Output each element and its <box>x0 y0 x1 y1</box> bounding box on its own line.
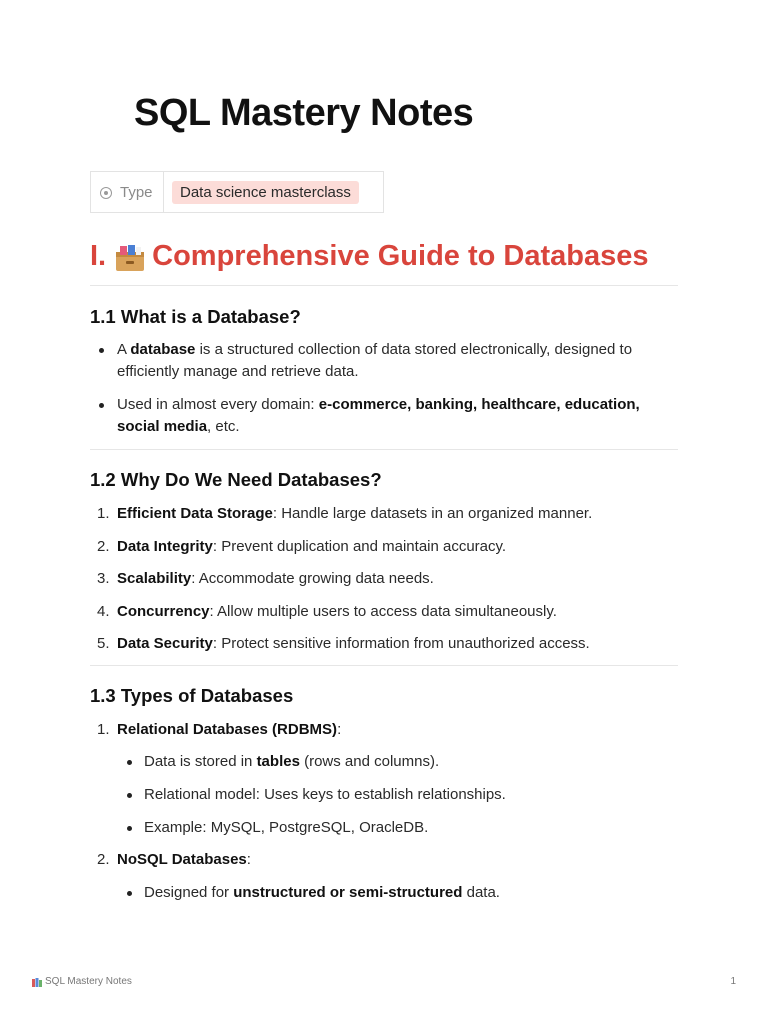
footer-text: SQL Mastery Notes <box>45 976 132 987</box>
text: : Accommodate growing data needs. <box>191 570 434 587</box>
item-number: 2. <box>97 537 110 555</box>
property-key <box>91 172 164 212</box>
bullet-icon <box>127 891 132 896</box>
footer-title <box>32 976 132 987</box>
property-value[interactable] <box>164 172 383 212</box>
bullet-icon <box>99 403 104 408</box>
bold-text: NoSQL Databases <box>117 851 247 868</box>
item-number: 3. <box>97 570 110 587</box>
list-item <box>90 751 680 773</box>
text: Designed for <box>144 884 234 901</box>
section-heading <box>90 240 649 273</box>
bullet-icon <box>127 826 132 831</box>
list-item <box>90 568 680 590</box>
divider <box>90 665 678 666</box>
heading-1-2: 1.2 Why Do We Need Databases? <box>90 469 382 490</box>
list-item <box>90 719 680 741</box>
bold-text: tables <box>256 753 300 770</box>
bold-text: e-commerce, banking, healthcare, education, social media <box>117 396 640 435</box>
section-title: Comprehensive Guide to Databases <box>152 240 649 272</box>
bold-text: Scalability <box>117 570 192 587</box>
bold-text: Concurrency <box>117 602 210 620</box>
bold-text: Efficient Data Storage <box>117 505 273 522</box>
page-title: SQL Mastery Notes <box>134 92 474 134</box>
list-item <box>90 817 680 839</box>
section-number: I. <box>90 240 107 272</box>
text: : Handle large datasets in an organized manner. <box>272 505 593 522</box>
text: Data is stored in <box>144 753 257 770</box>
numbered-list-1-3 <box>90 719 680 752</box>
item-number: 5. <box>97 635 110 652</box>
page-number: 1 <box>730 976 736 987</box>
heading-1-1: 1.1 What is a Database? <box>90 306 301 327</box>
numbered-list-1-3-b <box>90 849 680 871</box>
bullet-list-1-1 <box>90 339 680 438</box>
select-property-icon <box>100 187 112 199</box>
item-number: 4. <box>97 602 110 620</box>
divider <box>90 449 678 450</box>
heading-1-3: 1.3 Types of Databases <box>90 685 294 706</box>
item-number: 1. <box>97 721 110 738</box>
item-number: 2. <box>97 851 110 868</box>
text: (rows and columns). <box>299 753 440 770</box>
bullet-icon <box>99 348 104 353</box>
books-icon <box>32 977 43 987</box>
sub-list-nosql <box>90 882 680 904</box>
list-item <box>90 784 680 806</box>
text: Example: MySQL, PostgreSQL, OracleDB. <box>144 819 429 836</box>
bold-text: unstructured or semi-structured <box>233 884 463 901</box>
list-item <box>90 503 680 525</box>
text: : Allow multiple users to access data simultaneously. <box>209 602 557 620</box>
list-item <box>90 394 680 438</box>
list-item <box>90 633 680 655</box>
text: : <box>246 851 251 868</box>
property-key-label: Type <box>120 183 153 201</box>
property-row <box>90 171 384 213</box>
type-tag[interactable]: Data science masterclass <box>172 181 359 204</box>
list-item <box>90 882 680 904</box>
text: is a structured collection of data stored electronically, designed to efficiently manage and retrieve data. <box>117 341 633 380</box>
bullet-icon <box>127 793 132 798</box>
text: : Protect sensitive information from unauthorized access. <box>212 635 590 652</box>
sub-list-rdbms <box>90 751 680 839</box>
text: A <box>117 341 131 358</box>
bold-text: database <box>130 341 196 358</box>
item-number: 1. <box>97 505 110 522</box>
text: , etc. <box>207 418 240 435</box>
text: : <box>337 721 342 738</box>
text: data. <box>462 884 500 901</box>
list-item <box>90 601 680 623</box>
card-file-box-icon <box>114 241 146 273</box>
bold-text: Data Security <box>117 635 213 652</box>
bullet-icon <box>127 760 132 765</box>
numbered-list-1-2 <box>90 503 680 655</box>
list-item <box>90 849 680 871</box>
bold-text: Relational Databases (RDBMS) <box>117 721 338 738</box>
text: Relational model: Uses keys to establish relationships. <box>144 786 506 803</box>
bold-text: Data Integrity <box>117 537 213 555</box>
list-item <box>90 339 680 383</box>
text: : Prevent duplication and maintain accuracy. <box>212 537 507 555</box>
text: Used in almost every domain: <box>117 396 319 413</box>
list-item <box>90 536 680 558</box>
divider <box>90 285 678 286</box>
